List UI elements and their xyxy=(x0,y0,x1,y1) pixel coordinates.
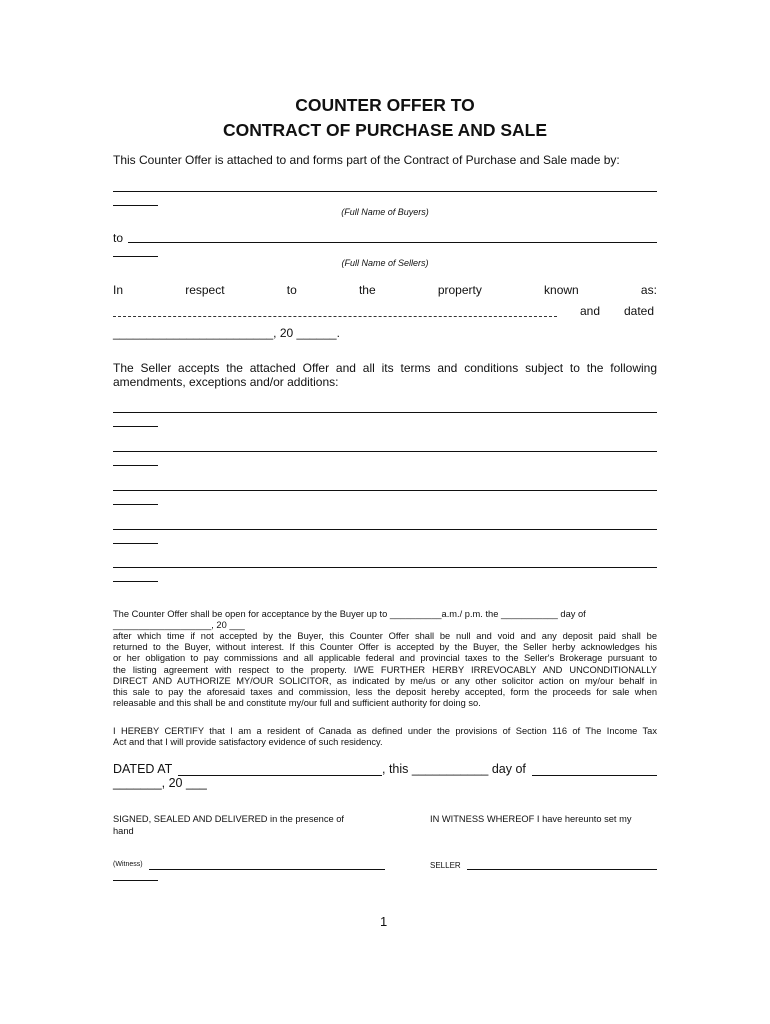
and-label: and xyxy=(580,304,601,318)
paragraph-line: this sale to pay the aforesaid taxes and commission, less the deposit hereby accepted, form the proceeds for sale when xyxy=(113,687,657,698)
page-number: 1 xyxy=(380,914,388,929)
buyers-name-line-wrap[interactable] xyxy=(113,205,158,206)
respect-word: the xyxy=(358,283,376,297)
amendment-line[interactable] xyxy=(113,567,657,568)
buyers-name-line[interactable] xyxy=(113,191,657,192)
witness-signature-line-wrap[interactable] xyxy=(113,880,158,881)
seller-label: SELLER xyxy=(430,861,461,870)
amendment-line-wrap[interactable] xyxy=(113,426,158,427)
in-witness-whereof: IN WITNESS WHEREOF I have hereunto set my xyxy=(430,814,632,824)
respect-word: In xyxy=(113,283,124,297)
to-label: to xyxy=(113,231,124,245)
respect-word: to xyxy=(286,283,297,297)
date-line: ________________________, 20 ______. xyxy=(113,326,340,340)
paragraph-line: the listing agreement with respect to the property. I/WE FURTHER HERBY IRREVOCABLY AND UNCONDITIONALLY xyxy=(113,664,657,675)
amendment-line-wrap[interactable] xyxy=(113,581,158,582)
title-line-1: COUNTER OFFER TO xyxy=(295,95,475,115)
paragraph-line: after which time if not accepted by the Buyer, this Counter Offer shall be null and void and any deposit paid shall be xyxy=(113,631,657,641)
sellers-name-line-wrap[interactable] xyxy=(113,256,158,257)
dated-year-line: _______, 20 ___ xyxy=(113,776,207,790)
dated-at-place-line[interactable] xyxy=(178,775,382,776)
title-line-2: CONTRACT OF PURCHASE AND SALE xyxy=(222,120,548,140)
signed-sealed-line-2: hand xyxy=(113,826,134,836)
property-address-line[interactable] xyxy=(113,316,557,317)
respect-word: known xyxy=(544,283,579,297)
seller-accepts-line-2: amendments, exceptions and/or additions: xyxy=(113,375,339,389)
sellers-name-line[interactable] xyxy=(128,242,657,243)
amendment-line[interactable] xyxy=(113,529,657,530)
buyers-caption: (Full Name of Buyers) xyxy=(341,207,429,217)
dated-label: dated xyxy=(624,304,655,318)
paragraph-line: I HEREBY CERTIFY that I am a resident of Canada as defined under the provisions of Section 116 of The Income Tax xyxy=(113,726,657,736)
amendment-line[interactable] xyxy=(113,451,657,452)
amendment-line-wrap[interactable] xyxy=(113,465,158,466)
paragraph-line: Act and that I will provide satisfactory evidence of such residency. xyxy=(113,737,383,748)
paragraph-line: or her obligation to pay commissions and all applicable federal and provincial taxes to the Seller's Brokerage pursuant to xyxy=(113,653,657,664)
sellers-caption: (Full Name of Sellers) xyxy=(341,258,429,268)
property-known-as-line xyxy=(113,283,657,297)
paragraph-line: returned to the Buyer, without interest. If this Counter Offer is accepted by the Buyer, the Seller herby acknowledges his xyxy=(113,642,657,653)
seller-signature-line[interactable] xyxy=(467,869,657,870)
amendment-line-wrap[interactable] xyxy=(113,543,158,544)
dated-at-label: DATED AT xyxy=(113,762,173,776)
dated-this-day-label: , this ___________ day of xyxy=(382,762,526,776)
residency-certification xyxy=(113,726,657,748)
witness-label: (Witness) xyxy=(113,861,143,868)
dated-month-line[interactable] xyxy=(532,775,657,776)
respect-word: as: xyxy=(640,283,657,297)
paragraph-line: DIRECT AND AUTHORIZE MY/OUR SOLICITOR, as indicated by me/us or any other solicitor action on my/our behalf in xyxy=(113,675,657,686)
witness-signature-line[interactable] xyxy=(149,869,385,870)
amendment-line[interactable] xyxy=(113,412,657,413)
seller-accepts-line-1: The Seller accepts the attached Offer and all its terms and conditions subject to the following xyxy=(113,361,657,375)
amendment-line[interactable] xyxy=(113,490,657,491)
intro-text: This Counter Offer is attached to and forms part of the Contract of Purchase and Sale made by: xyxy=(113,153,620,167)
amendment-line-wrap[interactable] xyxy=(113,504,158,505)
respect-word: property xyxy=(437,283,482,297)
acceptance-terms-paragraph xyxy=(113,631,657,709)
respect-word: respect xyxy=(185,283,225,297)
open-acceptance-line-1: The Counter Offer shall be open for acceptance by the Buyer up to __________a.m./ p.m. the ___________ day of xyxy=(113,609,586,619)
paragraph-line: releasable and this shall be and constitute my/our full and sufficient authority for doing so. xyxy=(113,698,481,709)
open-acceptance-line-2: ___________________, 20 ___ xyxy=(113,620,245,630)
signed-sealed-line-1: SIGNED, SEALED AND DELIVERED in the presence of xyxy=(113,814,344,824)
